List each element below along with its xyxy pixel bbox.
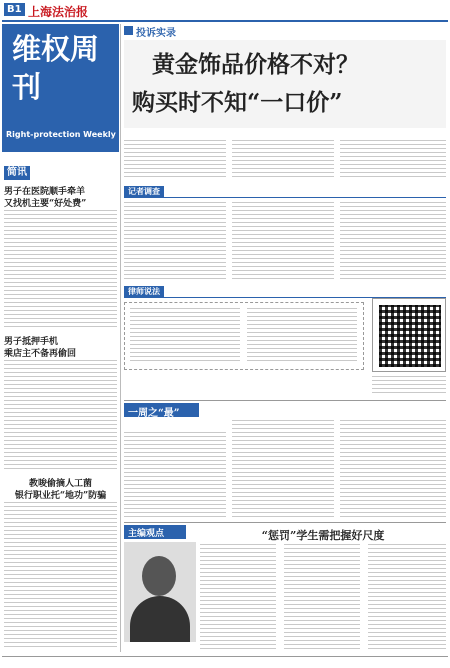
brief-1-headline: 男子在医院顺手牵羊 — [4, 187, 86, 197]
feature-tail — [372, 376, 446, 396]
brief-3-headline: 教唆偷摘人工菌 — [28, 479, 92, 489]
feature-title-line-2: 购买时不知“一口价” — [132, 89, 343, 116]
feature-title-block — [124, 40, 446, 128]
masthead-rule — [2, 20, 448, 22]
feature-kicker — [124, 24, 189, 37]
column-divider — [120, 24, 121, 652]
brief-2-body — [4, 360, 117, 470]
bottom-col-3 — [368, 544, 446, 650]
news-brief-label: 简讯 — [4, 166, 30, 180]
brief-2-subhead: 乘店主不备再偷回 — [4, 349, 77, 359]
feature-title-line-1: 黄金饰品价格不对？ — [152, 51, 359, 78]
columnist-head-shape — [142, 556, 176, 596]
masthead — [2, 3, 448, 19]
lawyer-section-label: 律师说法 — [124, 286, 164, 297]
weekly-most-label: 一周之“最” — [124, 403, 199, 417]
section-title-en: Right-protection Weekly — [6, 130, 116, 139]
kicker-text: 投诉实录 — [136, 28, 176, 39]
brief-1-subhead: 又找机主要“好处费” — [4, 199, 87, 209]
brief-2-headline: 男子抵押手机 — [4, 337, 59, 347]
middle-col-1 — [124, 432, 226, 518]
survey-col-1 — [124, 202, 226, 282]
middle-col-3 — [340, 420, 446, 518]
survey-col-2 — [232, 202, 334, 282]
feature-lead-col-2 — [232, 140, 334, 180]
bottom-col-1 — [200, 544, 276, 650]
bottom-title: “惩罚”学生需把握好尺度 — [261, 529, 385, 542]
qr-code-icon — [372, 298, 446, 372]
brief-3-body — [4, 502, 117, 650]
survey-section-bar — [124, 186, 446, 198]
feature-lead-col-1 — [124, 140, 226, 180]
middle-rule — [124, 400, 446, 401]
section-banner — [2, 24, 119, 152]
page-number: B1 — [4, 3, 25, 16]
middle-col-2 — [232, 420, 334, 518]
survey-section-label: 记者调查 — [124, 186, 164, 197]
columnist-photo — [124, 542, 196, 642]
lawyer-quote-box — [124, 302, 364, 370]
kicker-square-icon — [124, 26, 133, 35]
bottom-rule — [124, 522, 446, 523]
brief-1-body — [4, 210, 117, 330]
columnist-body-shape — [130, 596, 190, 642]
brief-3-subhead: 银行职业托“地功”防骗 — [14, 491, 107, 501]
paper-name: 上海法治报 — [28, 5, 89, 19]
bottom-col-2 — [284, 544, 360, 650]
survey-col-3 — [340, 202, 446, 282]
feature-lead-col-3 — [340, 140, 446, 180]
lawyer-section-bar — [124, 286, 446, 298]
editor-view-label: 主编观点 — [124, 525, 186, 539]
section-title: 维权周刊 — [12, 32, 100, 104]
footer-rule — [2, 656, 448, 657]
